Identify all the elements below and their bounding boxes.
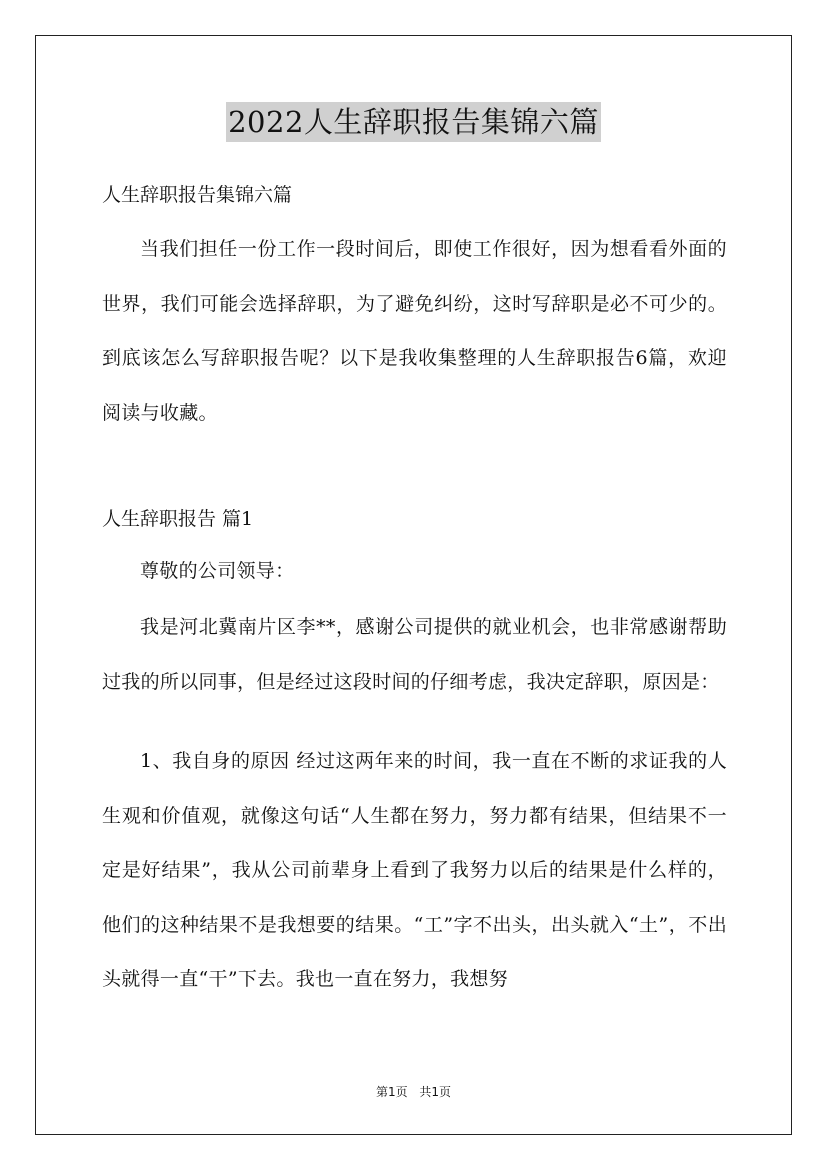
page-total: 共1页 (419, 1085, 452, 1099)
document-title[interactable]: 2022人生辞职报告集锦六篇 (226, 102, 601, 142)
section-heading[interactable]: 人生辞职报告 篇1 (102, 508, 254, 530)
page-footer (0, 1083, 827, 1100)
document-subtitle[interactable]: 人生辞职报告集锦六篇 (102, 184, 293, 206)
salutation[interactable]: 尊敬的公司领导： (140, 560, 295, 582)
page-number: 第1页 (375, 1085, 408, 1099)
title-container (0, 102, 827, 142)
body-paragraph-2[interactable]: 1、我自身的原因 经过这两年来的时间，我一直在不断的求证我的人生观和价值观，就像这句话“人生都在努力，努力都有结果，但结果不一定是好结果”，我从公司前辈身上看到了我努力以后的结果是什么样的，他们的这种结果不是我想要的结果。“工”字不出头，出头就入“土”，不出头就得一直“干”下去。我也一直在努力，我想努 (102, 750, 727, 991)
intro-paragraph[interactable]: 当我们担任一份工作一段时间后，即使工作很好，因为想看看外面的世界，我们可能会选择辞职，为了避免纠纷，这时写辞职是必不可少的。到底该怎么写辞职报告呢？以下是我收集整理的人生辞职报告6篇，欢迎阅读与收藏。 (102, 238, 727, 424)
body-paragraph-1[interactable]: 我是河北冀南片区李**，感谢公司提供的就业机会，也非常感谢帮助过我的所以同事，但是经过这段时间的仔细考虑，我决定辞职，原因是： (102, 616, 727, 693)
